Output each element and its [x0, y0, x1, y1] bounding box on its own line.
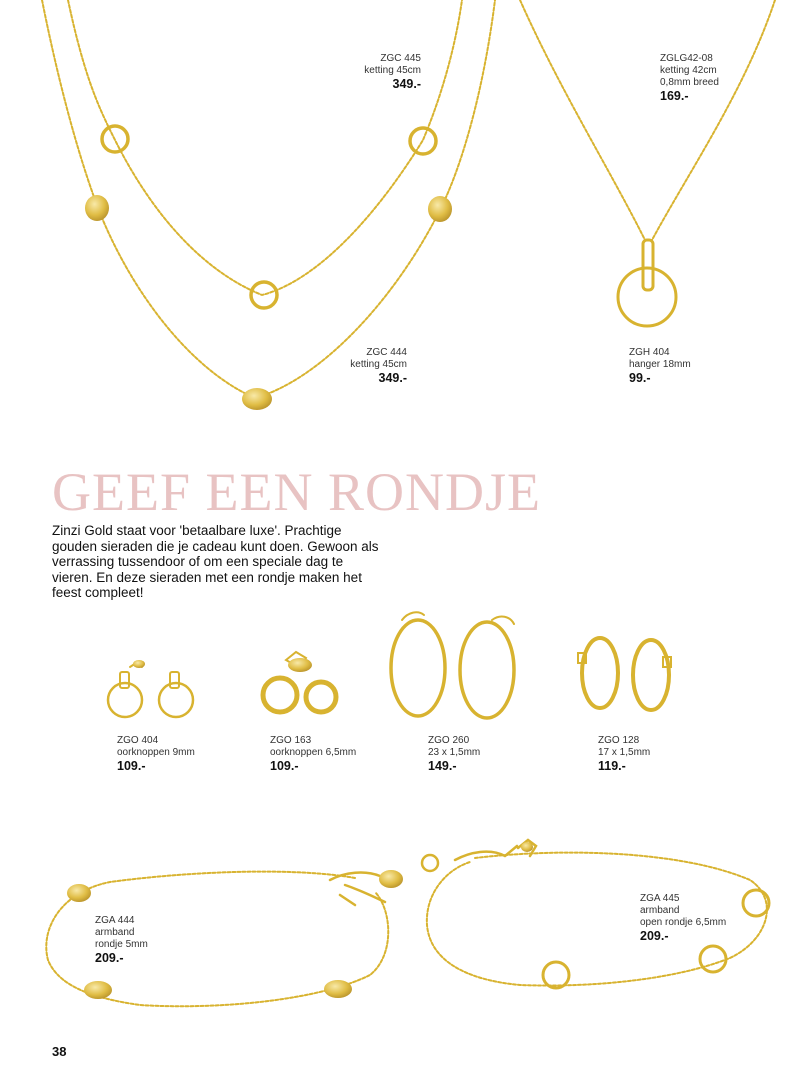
- product-description: armband: [640, 905, 680, 916]
- heading-part-1: GEEF: [52, 462, 191, 522]
- product-description: ketting 42cm: [660, 65, 717, 76]
- label-zga444: [95, 915, 148, 966]
- earrings-zgo260-image[interactable]: [391, 612, 514, 718]
- product-description: oorknoppen 9mm: [117, 747, 195, 758]
- product-description-2: rondje 5mm: [95, 939, 148, 950]
- label-zgo163: [270, 735, 356, 774]
- product-code: ZGO 128: [598, 735, 640, 746]
- intro-text: Zinzi Gold staat voor 'betaalbare luxe'. Prachtige gouden sieraden die je cadeau kunt doen. Gewoon als verrassing tussendoor of om een speciale dag te vieren. En deze sieraden met een rondje maken het feest compleet!: [52, 523, 379, 600]
- product-price: 109.-: [270, 759, 299, 773]
- product-code: ZGH 404: [629, 347, 670, 358]
- label-zgo128: [598, 735, 650, 774]
- product-description-2: 0,8mm breed: [660, 77, 719, 88]
- product-price: 169.-: [660, 89, 689, 103]
- product-price: 209.-: [95, 951, 124, 965]
- product-code: ZGA 445: [640, 893, 680, 904]
- product-price: 99.-: [629, 371, 651, 385]
- product-price: 209.-: [640, 929, 669, 943]
- label-zgc445: [364, 53, 421, 92]
- earrings-zgo404-image[interactable]: [108, 663, 193, 717]
- pendant-zgh404-image[interactable]: [618, 240, 676, 326]
- heading-part-2: EEN RONDJE: [205, 462, 541, 522]
- product-code: ZGO 260: [428, 735, 470, 746]
- product-description: hanger 18mm: [629, 359, 691, 370]
- product-price: 349.-: [392, 77, 421, 91]
- product-description: 17 x 1,5mm: [598, 747, 651, 758]
- product-price: 119.-: [598, 759, 626, 773]
- label-zgo404: [117, 735, 195, 774]
- product-code: ZGC 444: [366, 347, 407, 358]
- necklace-zgc445-image[interactable]: [68, 0, 462, 308]
- label-zglg42: [660, 53, 719, 104]
- product-price: 349.-: [378, 371, 407, 385]
- product-code: ZGLG42-08: [660, 53, 713, 64]
- label-zgc444: [350, 347, 407, 386]
- product-description: 23 x 1,5mm: [428, 747, 481, 758]
- product-description: armband: [95, 927, 135, 938]
- label-zgh404: [629, 347, 691, 386]
- label-zgo260: [428, 735, 480, 774]
- product-code: ZGO 163: [270, 735, 312, 746]
- necklace-zglg42-image[interactable]: [520, 0, 775, 240]
- product-description: ketting 45cm: [350, 359, 407, 370]
- label-zga445: [640, 893, 726, 944]
- product-code: ZGA 444: [95, 915, 135, 926]
- product-description: oorknoppen 6,5mm: [270, 747, 357, 758]
- product-description-2: open rondje 6,5mm: [640, 917, 727, 928]
- product-description: ketting 45cm: [364, 65, 421, 76]
- page-heading: [52, 462, 541, 522]
- earrings-zgo128-image[interactable]: [578, 638, 671, 710]
- product-price: 109.-: [117, 759, 146, 773]
- page-number: 38: [52, 1044, 67, 1059]
- product-price: 149.-: [428, 759, 457, 773]
- product-code: ZGC 445: [380, 53, 421, 64]
- necklace-zgc444-image[interactable]: [42, 0, 495, 398]
- product-code: ZGO 404: [117, 735, 159, 746]
